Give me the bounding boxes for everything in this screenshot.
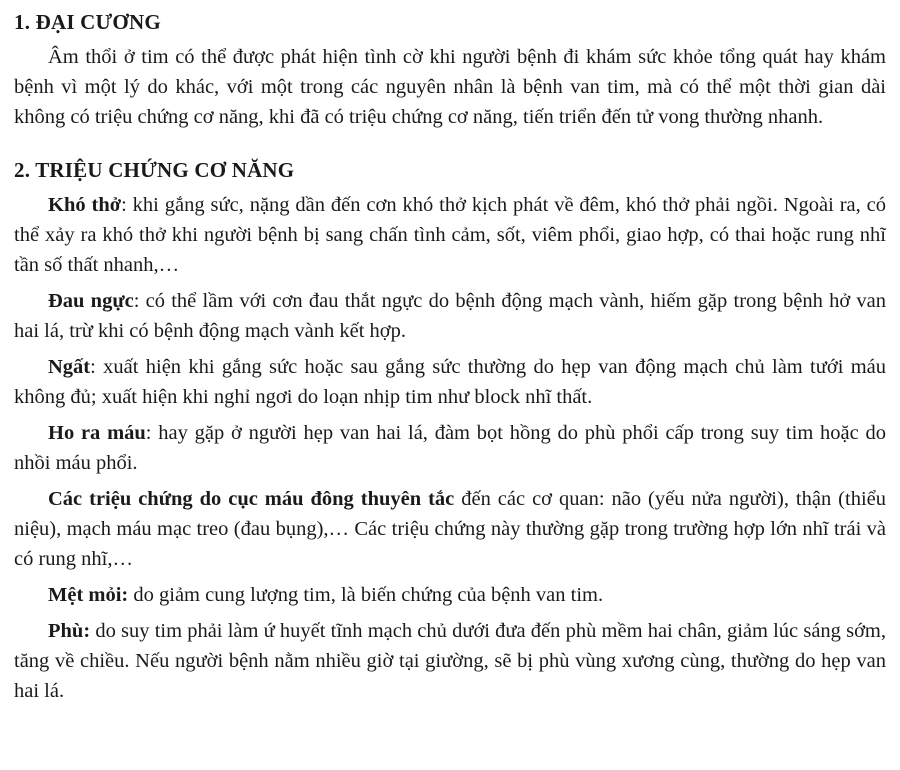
section-heading-symptoms: 2. TRIỆU CHỨNG CƠ NĂNG (14, 158, 295, 182)
symptom-term: Ngất (48, 356, 91, 378)
symptom-paragraph-syncope (14, 352, 886, 412)
symptom-term: Mệt mỏi: (48, 584, 129, 606)
symptom-text: do giảm cung lượng tim, là biến chứng của bệnh van tim. (128, 584, 604, 606)
symptom-paragraph-dyspnea (14, 190, 886, 280)
symptom-paragraph-edema (14, 616, 886, 706)
overview-paragraph: Âm thổi ở tim có thể được phát hiện tình cờ khi người bệnh đi khám sức khỏe tổng quát hay khám bệnh vì một lý do khác, với một trong các nguyên nhân là bệnh van tim, mà có thể một thời gian dài không có triệu chứng cơ năng, khi đã có triệu chứng cơ năng, tiến triển đến tử vong thường nhanh. (14, 46, 886, 128)
symptom-paragraph-hemoptysis (14, 418, 886, 478)
symptom-paragraph-embolism (14, 484, 886, 574)
symptom-text: đến các cơ quan: não (yếu nửa người), thận (thiểu niệu), mạch máu mạc treo (đau bụng),… Các triệu chứng này thường gặp trong trường hợp lớn nhĩ trái và có rung nhĩ,… (14, 488, 886, 570)
symptom-paragraph-fatigue (14, 580, 886, 610)
symptom-term: Khó thở (48, 194, 122, 216)
symptom-term: Đau ngực (48, 290, 134, 312)
symptom-term: Các triệu chứng do cục máu đông thuyên tắc (48, 488, 455, 510)
symptom-text: : khi gắng sức, nặng dần đến cơn khó thở kịch phát về đêm, khó thở phải ngồi. Ngoài ra, có thể xảy ra khó thở khi người bệnh bị sang chấn tình cảm, sốt, viêm phổi, giao hợp, có thai hoặc rung nhĩ tần số thất nhanh,… (14, 194, 886, 276)
symptom-text: do suy tim phải làm ứ huyết tĩnh mạch chủ dưới đưa đến phù mềm hai chân, giảm lúc sáng sớm, tăng về chiều. Nếu người bệnh nằm nhiều giờ tại giường, sẽ bị phù vùng xương cùng, thường do hẹp van hai lá. (14, 620, 886, 702)
symptom-text: : xuất hiện khi gắng sức hoặc sau gắng sức thường do hẹp van động mạch chủ làm tưới máu không đủ; xuất hiện khi nghỉ ngơi do loạn nhịp tim như block nhĩ thất. (14, 356, 886, 408)
symptom-text: : có thể lầm với cơn đau thắt ngực do bệnh động mạch vành, hiếm gặp trong bệnh hở van hai lá, trừ khi có bệnh động mạch vành kết hợp. (14, 290, 886, 342)
symptom-paragraph-chest-pain (14, 286, 886, 346)
section-heading-overview: 1. ĐẠI CƯƠNG (14, 10, 161, 34)
symptom-term: Phù: (48, 620, 91, 642)
symptom-text: : hay gặp ở người hẹp van hai lá, đàm bọt hồng do phù phổi cấp trong suy tim hoặc do nhồi máu phổi. (14, 422, 886, 474)
symptom-term: Ho ra máu (48, 422, 146, 444)
